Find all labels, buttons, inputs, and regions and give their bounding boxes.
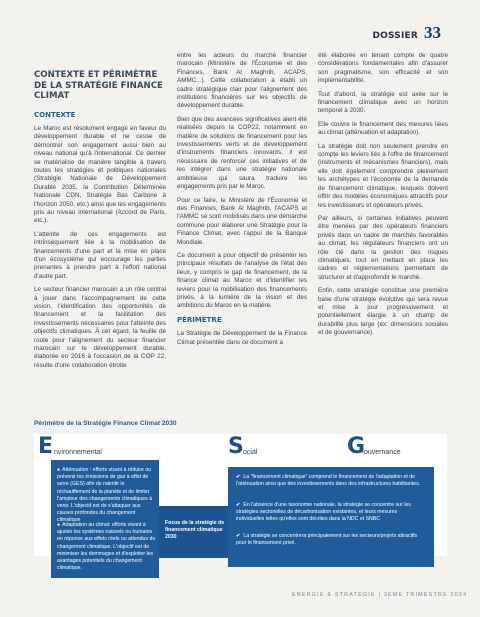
governance-label: ouvernance (364, 449, 401, 456)
paragraph: été élaborée en tenant compte de quatre considérations fondamentales afin d'assurer son pragmatisme, son efficacité et son implémentabilité. (318, 52, 448, 85)
s-letter: S (228, 434, 244, 459)
column-2 (177, 52, 307, 352)
e-letter: E (38, 434, 54, 459)
bullet-icon: ● (57, 467, 61, 473)
paragraph: Enfin, cette stratégie constitue une première base d'une stratégie évolutive qui sera revue et mise à jour progressivement et potentiellement élargie à un champ de durabilité plus large (ex: dimensions sociales et de gouvernance). (318, 287, 448, 337)
paragraph: La stratégie doit non seulement prendre en compte les leviers liés à l'offre de financement (instruments et mécanismes financiers), mais elle doit également comprendre pleinement les archétypes et l'économie de la demande de financement climatique, lesquels doivent offrir des modèles économiques attractifs pour les investisseurs et opérateurs privés. (318, 142, 448, 209)
paragraph: entre les acteurs du marché financier marocain (Ministère de l'Économie et des Finances, Bank Al Maghrib, ACAPS, AMMC...). Cette collaboration a établi un cadre stratégique clair pour l'alignement des institutions financières sur les objectifs de développement durable. (177, 52, 307, 110)
paragraph: Tout d'abord, la stratégie est axée sur le financement climatique avec un horizon temporel à 2030. (318, 90, 448, 115)
article-title: CONTEXTE ET PÉRIMÈTRE DE LA STRATÉGIE FINANCE CLIMAT (34, 70, 163, 101)
g-letter: G (347, 434, 366, 459)
column-1 (34, 70, 166, 375)
check-icon: ✔ (236, 533, 241, 539)
paragraph: La Stratégie de Développement de la Finance Climat présentée dans ce document a (177, 330, 307, 346)
check-icon: ✔ (236, 474, 241, 480)
page-number: 33 (424, 23, 441, 42)
subheading-contexte: CONTEXTE (34, 110, 76, 119)
paragraph: Ce document a pour objectif de présenter les principaux résultats de l'analyse de l'état des lieux, y compris le gap de financement, de la finance climat au Maroc et d'identifier les leviers pour la mobilisation des financements privés, à la lumière de la vision et des ambitions du Maroc en la matière. (177, 251, 307, 310)
column-3 (318, 52, 448, 343)
paragraph: Par ailleurs, si certaines initiatives peuvent être menées par des opérateurs financiers privés dans un cadre de marchés favorables au climat, les régulateurs financiers ont un rôle clé dans la gestion des risques climatiques, tout en mettant en place les cadres et réglementations permettant de structurer et d'approfondir le marché. (318, 214, 448, 281)
social-label: ocial (243, 449, 258, 456)
check-icon: ✔ (236, 502, 241, 508)
environmental-label: nvironnemental (54, 449, 102, 456)
paragraph: Bien que des avancées significatives aient été réalisées depuis la COP22, notamment en matière de solutions de financement pour les investissements verts et de développement d'instruments financiers innovants, il est nécessaire de renforcer ces initiatives et de les intégrer dans une stratégie nationale ambitieuse qui saura traduire les engagements pris par le Maroc. (177, 115, 307, 191)
paragraph: Pour ce faire, le Ministère de l'Économie et des Finances, Bank Al Maghrib, l'ACAPS et l'AMMC se sont mobilisés dans une démarche commune pour élaborer une Stratégie pour la Finance Climat, avec l'appui de la Banque Mondiale. (177, 196, 307, 246)
subheading-perimetre: PÉRIMÈTRE (177, 315, 222, 324)
env-item-adaptation: ● Adaptation au climat: efforts visant à ajuster les systèmes naturels ou humains en réponse aux effets réels ou attendus du changement climatique. L'objectif est de minimiser les dommages et d'exploiter les avantages potentiels du changement climatique. (57, 522, 156, 572)
section-label: DOSSIER (372, 31, 418, 41)
paragraph: Le Maroc est résolument engagé en faveur du développement durable et ne cesse de démontrer son engagement aussi bien au niveau national qu'à l'international. Ce dernier se matérialise de manière tangible à travers toutes les stratégies et politiques nationales (Stratégie Nationale de Développement Durable 2035, la Contribution Déterminée Nationale CDN, Stratégie Bas Carbone à l'horizon 2050, etc.) ainsi que les engagements pris au niveau international (Accord de Paris, etc.). (34, 124, 166, 225)
scope-item-2: ✔ En l'absence d'une taxonomie nationale, la stratégie se concentre sur les stratégies sectorielles de décarbonisation existantes, et leurs mesures individuelles telles qu'elles sont décrites dans la NDC et SNBC (236, 502, 411, 523)
bullet-icon: ● (57, 522, 61, 528)
paragraph: L'atteinte de ces engagements est intrinsèquement liée à la mobilisation de financements d'une part et la mise en place d'un écosystème qui encourage les parties prenantes à prendre part à l'effort national d'autre part. (34, 230, 166, 280)
scope-item-3: ✔ La stratégie se concentrera principalement sur les secteurs/projets attractifs pour le financement privé. (236, 533, 418, 547)
page-footer: ENERGIE & STRATÉGIE | 3ÈME TRIMESTRE 2024 (292, 592, 468, 598)
env-item-attenuation: ● Atténuation : efforts visant à réduire ou prévenir les émissions de gaz à effet de serre (GES) afin de ralentir le réchauffement de la planète et de limiter l'ampleur des changements climatiques à venir. L'objectif est de s'attaquer aux causes profondes du changement climatique (57, 467, 152, 524)
scope-item-1: ✔ La "financement climatique" comprend le financement de l'adaptation et de l'atténuation ainsi que des investissements dans des infrastructures habilitantes. (236, 474, 421, 488)
paragraph: Le secteur financier marocain a un rôle central à jouer dans l'accompagnement de cette vision, l'identification des opportunités de financement et la facilitation des investissements nécessaires pour l'atteinte des objectifs climatiques. À cet égard, la feuille de route pour l'alignement du secteur financier marocain sur le développement durable, élaborée en 2016 à l'occasion de la COP 22, résulte d'une collaboration étroite (34, 286, 166, 369)
focus-text: Focus de la stratégie de financement climatique 2030 (165, 520, 225, 541)
page-header (372, 23, 441, 43)
paragraph: Elle couvre le financement des mesures liées au climat (atténuation et adaptation). (318, 120, 448, 137)
figure-caption: Périmètre de la Stratégie Finance Climat 2030 (34, 420, 177, 427)
